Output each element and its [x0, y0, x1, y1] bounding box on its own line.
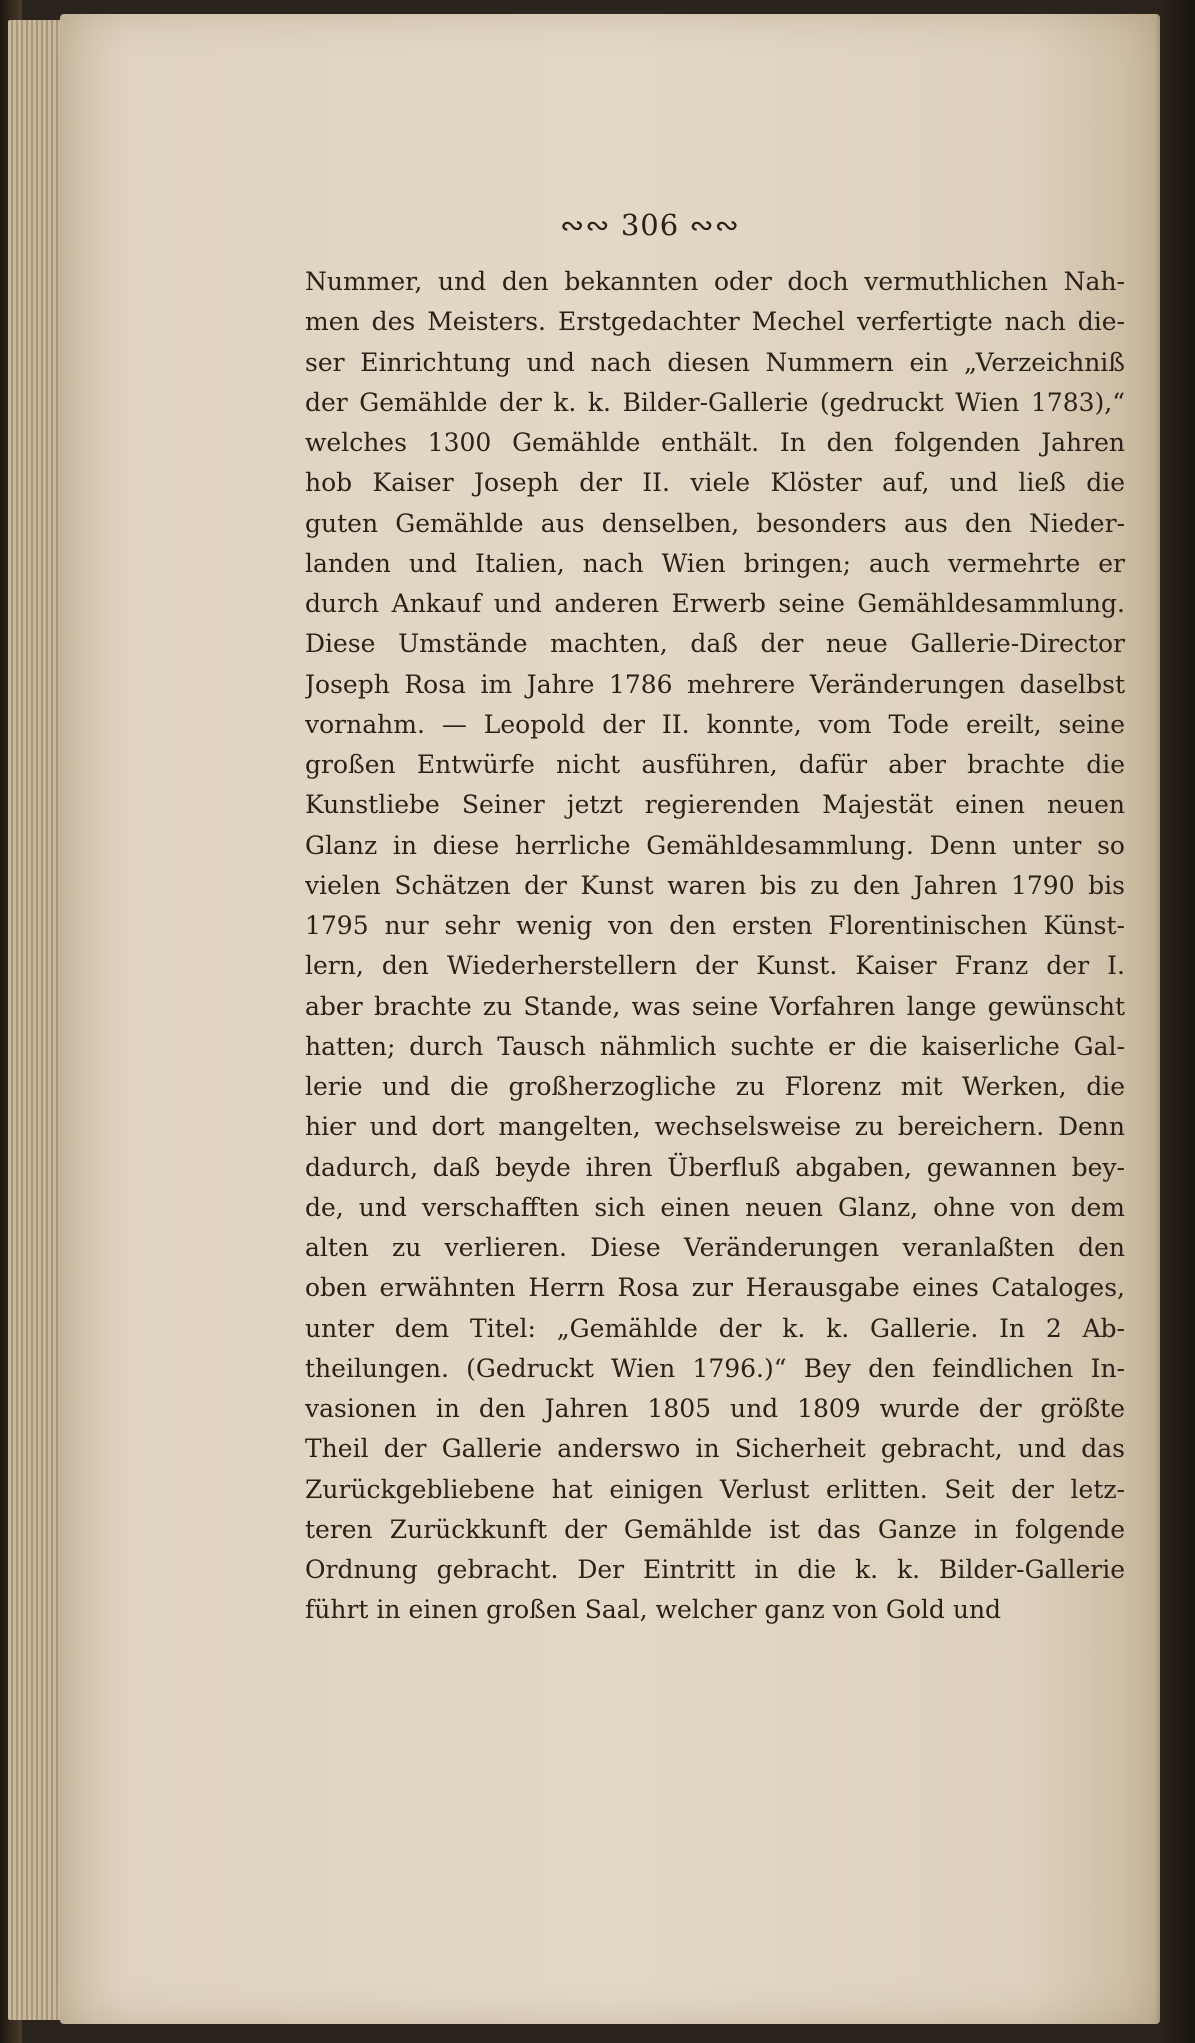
text-line: 1795 nur sehr wenig von den ersten Florentinischen Künst- — [305, 911, 1125, 940]
text-line: theilungen. (Gedruckt Wien 1796.)“ Bey den feindlichen In- — [305, 1353, 1125, 1383]
text-line: großen Entwürfe nicht ausführen, dafür aber brachte die — [305, 750, 1125, 779]
body-text — [305, 262, 1125, 1631]
text-line: alten zu verlieren. Diese Veränderungen veranlaßten den — [305, 1233, 1125, 1262]
text-line: Theil der Gallerie anderswo in Sicherheit gebracht, und das — [305, 1434, 1125, 1464]
text-line: vasionen in den Jahren 1805 und 1809 wurde der größte — [305, 1394, 1125, 1423]
text-line: ser Einrichtung und nach diesen Nummern ein „Verzeichniß — [305, 347, 1125, 377]
text-line: führt in einen großen Saal, welcher ganz von Gold und — [305, 1595, 1002, 1625]
text-line: Diese Umstände machten, daß der neue Gallerie-Director — [305, 629, 1125, 659]
text-line: hob Kaiser Joseph der II. viele Klöster auf, und ließ die — [305, 468, 1125, 498]
text-line: aber brachte zu Stande, was seine Vorfahren lange gewünscht — [305, 991, 1125, 1021]
text-line: Glanz in diese herrliche Gemähldesammlung. Denn unter so — [305, 830, 1125, 860]
text-line: landen und Italien, nach Wien bringen; auch vermehrte er — [305, 548, 1125, 578]
text-line: teren Zurückkunft der Gemählde ist das Ganze in folgende — [305, 1514, 1125, 1544]
page-stack-edge — [8, 20, 68, 2020]
text-line: men des Meisters. Erstgedachter Mechel verfertigte nach die- — [305, 307, 1125, 337]
page-header-number: ∾∾ 306 ∾∾ — [560, 208, 740, 242]
text-line: de, und verschafften sich einen neuen Glanz, ohne von dem — [305, 1192, 1125, 1222]
text-line: der Gemählde der k. k. Bilder-Gallerie (gedruckt Wien 1783),“ — [305, 387, 1125, 417]
text-line: vielen Schätzen der Kunst waren bis zu den Jahren 1790 bis — [305, 870, 1125, 900]
text-line: hatten; durch Tausch nähmlich suchte er die kaiserliche Gal- — [305, 1031, 1125, 1061]
text-line: Ordnung gebracht. Der Eintritt in die k. k. Bilder-Gallerie — [305, 1555, 1125, 1584]
text-line: lern, den Wiederherstellern der Kunst. Kaiser Franz der I. — [305, 951, 1125, 981]
text-line: unter dem Titel: „Gemählde der k. k. Gallerie. In 2 Ab- — [305, 1313, 1125, 1343]
text-line: hier und dort mangelten, wechselsweise zu bereichern. Denn — [305, 1112, 1125, 1142]
text-line: Zurückgebliebene hat einigen Verlust erlitten. Seit der letz- — [305, 1474, 1125, 1504]
text-line: vornahm. — Leopold der II. konnte, vom Tode ereilt, seine — [305, 709, 1125, 739]
text-line: lerie und die großherzogliche zu Florenz mit Werken, die — [305, 1072, 1125, 1101]
text-line: durch Ankauf und anderen Erwerb seine Gemähldesammlung. — [305, 589, 1125, 618]
text-line: Joseph Rosa im Jahre 1786 mehrere Veränderungen daselbst — [305, 669, 1125, 699]
text-line: welches 1300 Gemählde enthält. In den folgenden Jahren — [305, 428, 1125, 457]
text-line: guten Gemählde aus denselben, besonders aus den Nieder- — [305, 508, 1125, 538]
text-line: dadurch, daß beyde ihren Überfluß abgaben, gewannen bey- — [305, 1152, 1125, 1182]
text-line: Kunstliebe Seiner jetzt regierenden Majestät einen neuen — [305, 790, 1125, 820]
text-line: Nummer, und den bekannten oder doch vermuthlichen Nah- — [305, 267, 1125, 296]
page-edge-shadow — [1155, 0, 1195, 2043]
text-line: oben erwähnten Herrn Rosa zur Herausgabe eines Cataloges, — [305, 1273, 1125, 1303]
